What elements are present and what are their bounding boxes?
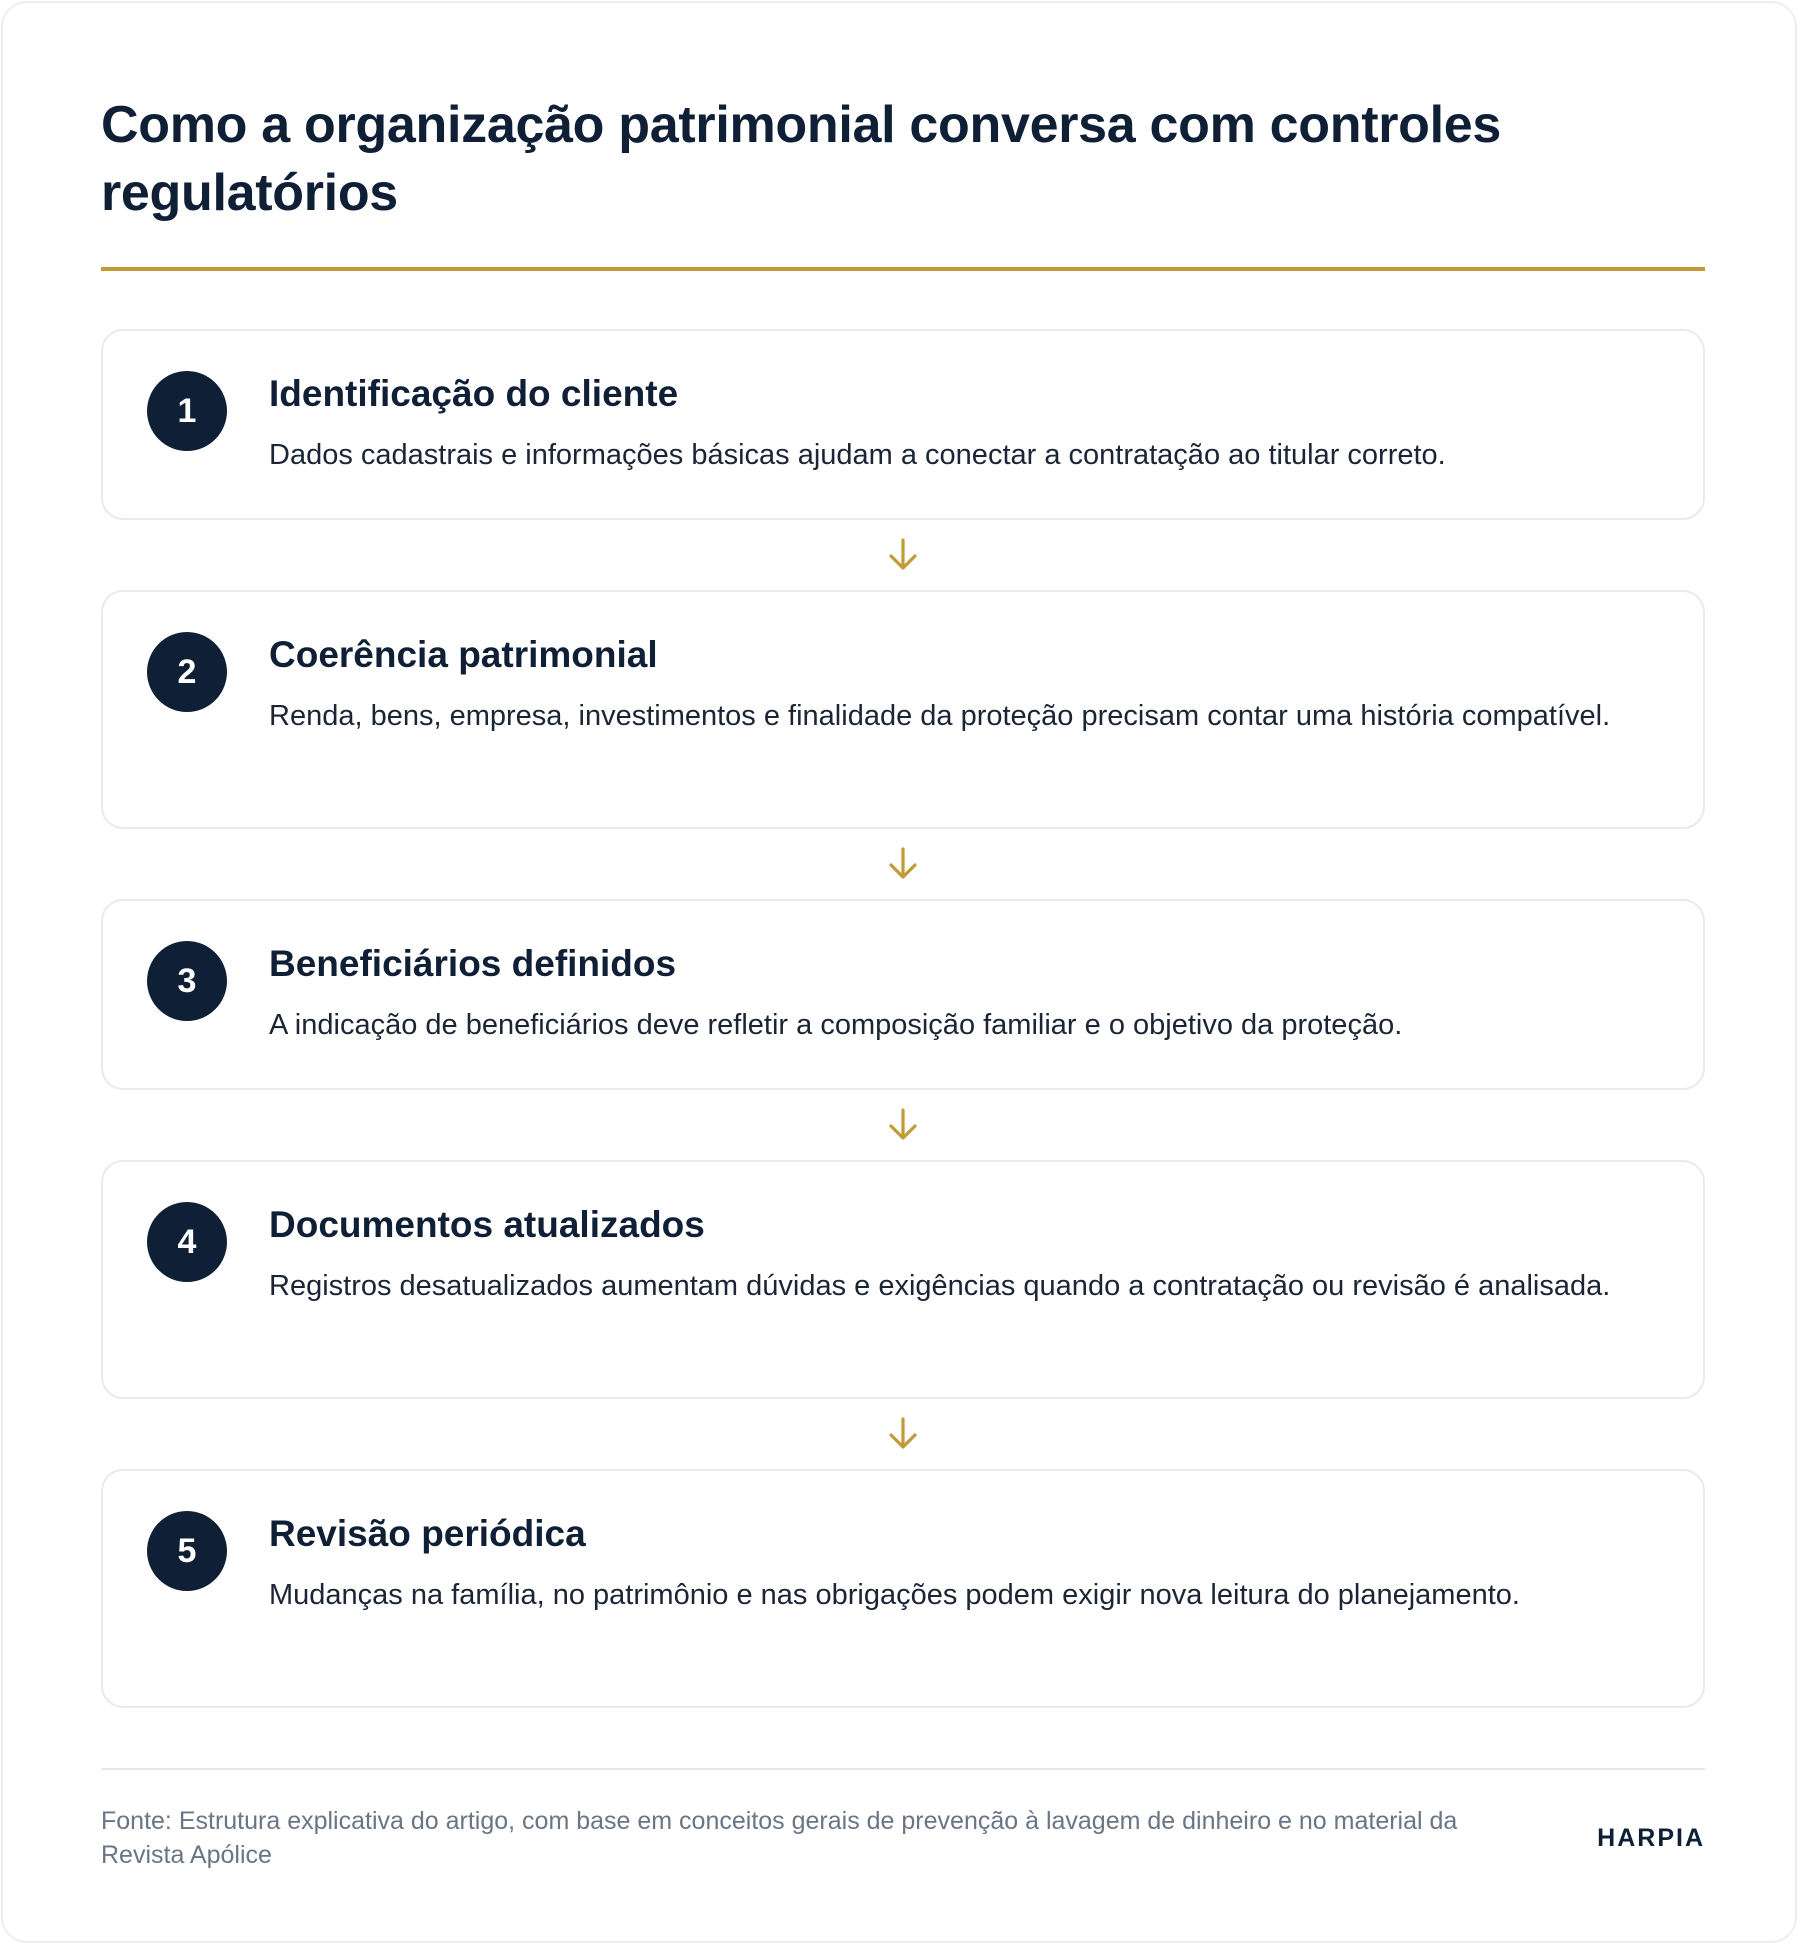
step-connector [101, 520, 1705, 590]
steps-list [101, 329, 1705, 1708]
step-card-2 [101, 590, 1705, 829]
step-title: Documentos atualizados [269, 1204, 705, 1245]
step-title: Identificação do cliente [269, 373, 679, 414]
step-number-badge: 5 [147, 1511, 227, 1591]
infographic-frame [1, 1, 1797, 1943]
footer-divider [101, 1768, 1705, 1770]
step-number-badge: 4 [147, 1202, 227, 1282]
step-card-1 [101, 329, 1705, 520]
step-card-5 [101, 1469, 1705, 1708]
step-description: Dados cadastrais e informações básicas ajudam a conectar a contratação ao titular correto. [269, 439, 1446, 471]
brand-logo: HARPIA [1597, 1823, 1705, 1852]
infographic-content [101, 91, 1705, 1872]
step-card-3 [101, 899, 1705, 1090]
step-number-badge: 2 [147, 632, 227, 712]
arrow-down-icon [886, 537, 920, 573]
step-title: Coerência patrimonial [269, 634, 658, 675]
arrow-down-icon [886, 1416, 920, 1452]
step-card-4 [101, 1160, 1705, 1399]
step-number-badge: 3 [147, 941, 227, 1021]
step-title: Beneficiários definidos [269, 943, 677, 984]
step-number-badge: 1 [147, 371, 227, 451]
step-description: Registros desatualizados aumentam dúvidas e exigências quando a contratação ou revisão é analisada. [269, 1270, 1611, 1302]
source-note: Fonte: Estrutura explicativa do artigo, com base em conceitos gerais de prevenção à lavagem de dinheiro e no material da Revista Apólice [101, 1807, 1458, 1869]
step-connector [101, 829, 1705, 899]
step-connector [101, 1090, 1705, 1160]
step-title: Revisão periódica [269, 1513, 586, 1554]
step-connector [101, 1399, 1705, 1469]
step-description: A indicação de beneficiários deve refletir a composição familiar e o objetivo da proteção. [269, 1009, 1403, 1041]
step-description: Renda, bens, empresa, investimentos e finalidade da proteção precisam contar uma história compatível. [269, 700, 1611, 732]
arrow-down-icon [886, 846, 920, 882]
arrow-down-icon [886, 1107, 920, 1143]
page-title: Como a organização patrimonial conversa com controles regulatórios [101, 96, 1502, 222]
title-divider [101, 267, 1705, 271]
step-description: Mudanças na família, no patrimônio e nas obrigações podem exigir nova leitura do planejamento. [269, 1579, 1520, 1611]
footer [101, 1804, 1705, 1872]
